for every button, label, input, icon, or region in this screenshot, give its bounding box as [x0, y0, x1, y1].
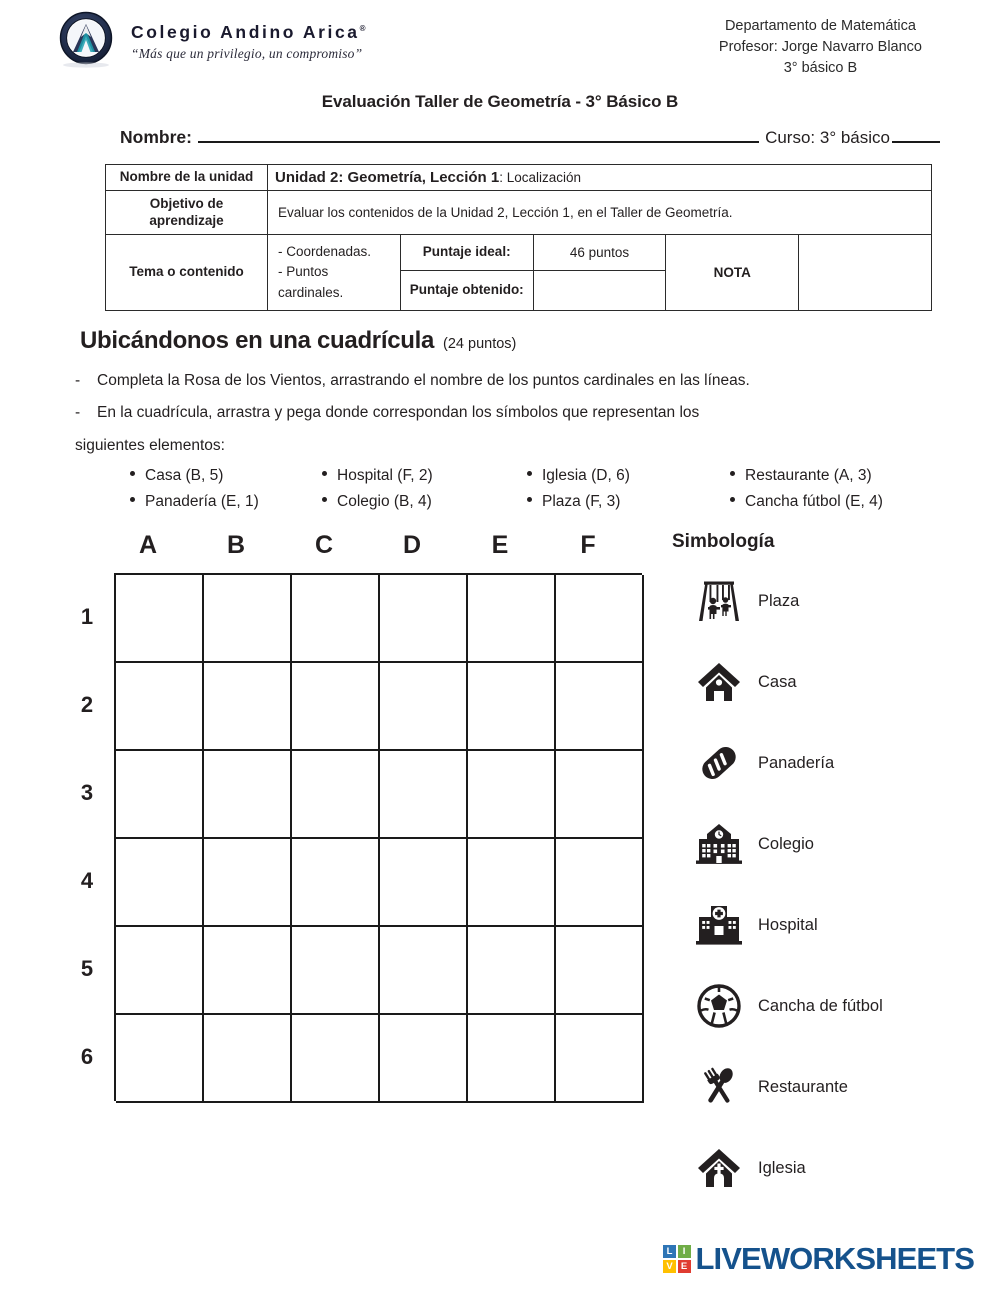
objective-row-value: Evaluar los contenidos de la Unidad 2, Lección 1, en el Taller de Geometría.	[268, 191, 932, 235]
grid-cell[interactable]	[468, 1015, 556, 1103]
grid-cell[interactable]	[556, 575, 644, 663]
swing-set-icon	[694, 576, 744, 626]
score-obtained-label: Puntaje obtenido:	[400, 271, 533, 311]
bullet-dot-icon	[130, 471, 135, 476]
fork-spoon-icon	[694, 1062, 744, 1112]
grid-column-label-e: E	[491, 530, 509, 559]
liveworksheets-logo-icon	[663, 1245, 691, 1273]
list-item	[527, 493, 730, 511]
info-table-wrapper	[0, 148, 1000, 311]
logo-letter-e: E	[678, 1260, 691, 1273]
legend-label: Cancha de fútbol	[758, 996, 883, 1015]
list-item	[322, 493, 527, 511]
legend-label: Iglesia	[758, 1158, 806, 1177]
legend-label: Restaurante	[758, 1077, 848, 1096]
brand-name: Colegio Andino Arica®	[131, 22, 366, 42]
coordinate-grid	[114, 573, 642, 1101]
brand-motto: “Más que un privilegio, un compromiso”	[131, 46, 363, 61]
topic-row-label: Tema o contenido	[106, 235, 268, 311]
grid-cell[interactable]	[380, 751, 468, 839]
liveworksheets-wordmark: LIVEWORKSHEETS	[695, 1241, 974, 1276]
bullet-dot-icon	[730, 497, 735, 502]
unit-row-value	[268, 165, 932, 191]
house-icon	[694, 657, 744, 707]
section-title: Ubicándonos en una cuadrícula	[80, 327, 435, 354]
grid-cell[interactable]	[380, 663, 468, 751]
hospital-icon	[694, 900, 744, 950]
grid-cell[interactable]	[468, 575, 556, 663]
grid-row-label-5: 5	[80, 955, 94, 981]
score-ideal-value: 46 puntos	[533, 235, 666, 271]
legend-item-iglesia[interactable]	[672, 1128, 992, 1209]
grid-cell[interactable]	[204, 575, 292, 663]
logo-letter-l: L	[663, 1245, 676, 1258]
element-label: Plaza (F, 3)	[542, 492, 621, 510]
list-item	[730, 467, 1000, 485]
grid-row-label-1: 1	[80, 603, 94, 629]
legend-item-colegio[interactable]	[672, 804, 992, 885]
instruction-dash: -	[75, 372, 81, 389]
list-item	[130, 493, 322, 511]
element-label: Colegio (B, 4)	[337, 492, 432, 510]
grid-cell[interactable]	[380, 839, 468, 927]
instruction-text-2-continued: siguientes elementos:	[75, 436, 225, 454]
list-item	[527, 467, 730, 485]
course-label: Curso: 3° básico	[765, 128, 890, 147]
grid-cell[interactable]	[292, 751, 380, 839]
instructions-block	[0, 355, 1000, 457]
soccer-ball-icon	[694, 981, 744, 1031]
unit-value-bold: Unidad 2: Geometría, Lección 1	[275, 169, 500, 186]
instruction-item-2	[75, 401, 930, 424]
grid-cell[interactable]	[556, 839, 644, 927]
grid-cell[interactable]	[204, 751, 292, 839]
grid-cell[interactable]	[116, 751, 204, 839]
bullet-dot-icon	[322, 471, 327, 476]
score-obtained-value[interactable]	[533, 271, 666, 311]
school-brand	[55, 8, 366, 70]
grid-cell[interactable]	[468, 663, 556, 751]
instruction-text-1: Completa la Rosa de los Vientos, arrastrando el nombre de los puntos cardinales en las líneas.	[97, 372, 750, 389]
legend-label: Panadería	[758, 753, 835, 772]
unit-info-table	[105, 164, 932, 311]
element-label: Panadería (E, 1)	[145, 492, 259, 510]
bullet-dot-icon	[322, 497, 327, 502]
page-header	[0, 0, 1000, 86]
bullet-dot-icon	[730, 471, 735, 476]
grid-cell[interactable]	[292, 1015, 380, 1103]
logo-letter-v: V	[663, 1260, 676, 1273]
grid-cell[interactable]	[116, 663, 204, 751]
grid-column-label-b: B	[226, 530, 246, 559]
grid-cell[interactable]	[204, 1015, 292, 1103]
list-item	[130, 467, 322, 485]
grid-column-label-f: F	[580, 530, 596, 559]
grid-cell[interactable]	[116, 575, 204, 663]
topic-line-2: - Puntos cardinales.	[278, 264, 344, 300]
department-info	[719, 8, 940, 79]
name-course-row	[0, 112, 1000, 148]
course-grade: 3° básico B	[783, 60, 858, 77]
grid-cell[interactable]	[292, 663, 380, 751]
grid-row-label-2: 2	[80, 691, 94, 717]
bullet-dot-icon	[527, 497, 532, 502]
bullet-dot-icon	[130, 497, 135, 502]
church-icon	[694, 1143, 744, 1193]
bread-loaf-icon	[694, 738, 744, 788]
grid-row-headers	[70, 573, 104, 1101]
grid-cell[interactable]	[556, 1015, 644, 1103]
grid-row-label-3: 3	[80, 779, 94, 805]
grid-column-label-d: D	[402, 530, 422, 559]
course-input-blank[interactable]	[892, 127, 940, 143]
element-label: Cancha fútbol (E, 4)	[745, 492, 883, 510]
elements-bullet-list	[0, 457, 1000, 511]
work-area	[0, 530, 1000, 1177]
grid-cell[interactable]	[468, 927, 556, 1015]
unit-value-rest: : Localización	[499, 170, 582, 185]
grid-cell[interactable]	[380, 927, 468, 1015]
list-item	[322, 467, 527, 485]
grid-cell[interactable]	[204, 927, 292, 1015]
name-input-blank[interactable]	[198, 126, 759, 143]
grid-cell[interactable]	[380, 575, 468, 663]
grid-column-label-c: C	[314, 530, 334, 559]
instruction-text-2: En la cuadrícula, arrastra y pega donde correspondan los símbolos que representan los	[97, 404, 700, 422]
nota-label: NOTA	[666, 235, 799, 311]
legend-item-cancha-futbol[interactable]	[672, 966, 992, 1047]
topic-row-value	[268, 235, 401, 311]
page-title: Evaluación Taller de Geometría - 3° Básico B	[321, 92, 679, 111]
topic-line-1: - Coordenadas.	[278, 244, 372, 260]
grid-row-label-6: 6	[80, 1043, 94, 1069]
trademark-mark: ®	[359, 24, 366, 34]
liveworksheets-footer[interactable]	[663, 1241, 974, 1277]
grid-column-label-a: A	[138, 530, 158, 559]
department-name: Departamento de Matemática	[724, 18, 916, 34]
grid-row-label-4: 4	[80, 867, 94, 893]
grid-cell[interactable]	[468, 839, 556, 927]
score-ideal-label: Puntaje ideal:	[400, 235, 533, 271]
legend-label: Colegio	[758, 834, 814, 853]
table-row-objective	[106, 191, 932, 235]
grid-cell[interactable]	[468, 751, 556, 839]
legend-label: Casa	[758, 672, 797, 691]
legend-item-restaurante[interactable]	[672, 1047, 992, 1128]
instruction-item-1	[75, 369, 930, 392]
element-label: Iglesia (D, 6)	[542, 466, 630, 484]
element-label: Casa (B, 5)	[145, 466, 224, 484]
grid-column-headers	[114, 531, 642, 560]
legend-item-plaza[interactable]	[672, 561, 992, 642]
legend-label: Hospital	[758, 915, 818, 934]
legend-item-hospital[interactable]	[672, 885, 992, 966]
brand-text-block	[131, 16, 366, 62]
grid-cell[interactable]	[556, 751, 644, 839]
list-item	[730, 493, 1000, 511]
section-heading	[0, 311, 1000, 355]
legend-item-casa[interactable]	[672, 642, 992, 723]
name-label: Nombre:	[120, 127, 192, 147]
school-crest-icon	[55, 8, 117, 70]
legend-title: Simbología	[672, 530, 775, 552]
grid-cell[interactable]	[556, 927, 644, 1015]
objective-row-label: Objetivo de aprendizaje	[106, 191, 268, 235]
school-building-icon	[694, 819, 744, 869]
table-row-unit	[106, 165, 932, 191]
grid-cell[interactable]	[204, 663, 292, 751]
grid-cell[interactable]	[204, 839, 292, 927]
legend-panel	[672, 531, 992, 1209]
section-points: (24 puntos)	[443, 336, 517, 352]
bullet-dot-icon	[527, 471, 532, 476]
legend-label: Plaza	[758, 591, 800, 610]
grid-cell[interactable]	[556, 663, 644, 751]
grid-cell[interactable]	[380, 1015, 468, 1103]
legend-item-panaderia[interactable]	[672, 723, 992, 804]
table-row-topic	[106, 235, 932, 271]
professor-name: Profesor: Jorge Navarro Blanco	[718, 39, 922, 56]
element-label: Hospital (F, 2)	[337, 466, 433, 484]
grid-cell[interactable]	[116, 927, 204, 1015]
logo-letter-i: I	[678, 1245, 691, 1258]
element-label: Restaurante (A, 3)	[745, 466, 872, 484]
grid-cell[interactable]	[292, 839, 380, 927]
grid-cell[interactable]	[292, 927, 380, 1015]
grid-cell[interactable]	[292, 575, 380, 663]
unit-row-label: Nombre de la unidad	[106, 165, 268, 191]
nota-value-cell[interactable]	[799, 235, 932, 311]
grid-cell[interactable]	[116, 1015, 204, 1103]
instruction-dash-2: -	[75, 404, 81, 422]
grid-cell[interactable]	[116, 839, 204, 927]
